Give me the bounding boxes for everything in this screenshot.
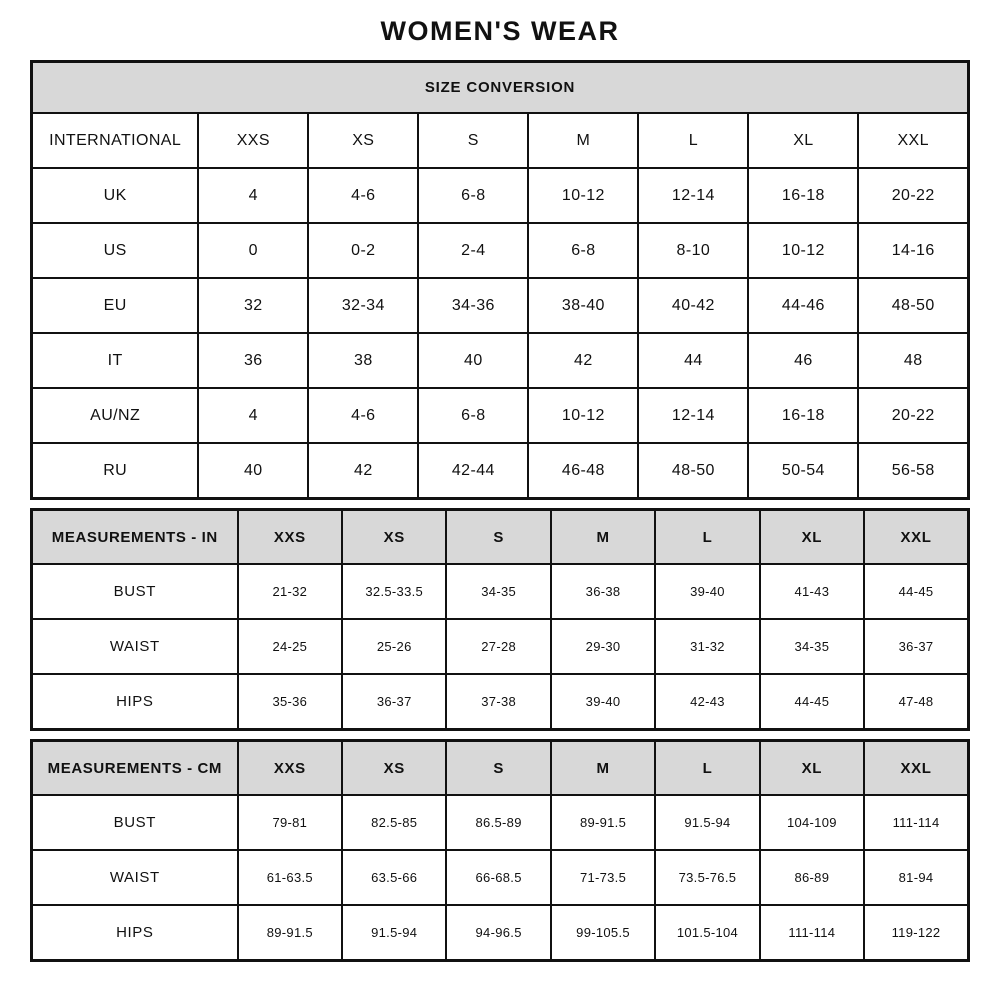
row-label: RU [32,443,199,499]
row-label: WAIST [32,850,238,905]
cell-value: 35-36 [238,674,342,730]
header-row [32,741,969,796]
cell-value: 31-32 [655,619,759,674]
row-label: HIPS [32,905,238,961]
col-header-xl: XL [760,510,864,565]
col-header-xl: XL [760,741,864,796]
col-header-l: L [655,510,759,565]
cell-value: 71-73.5 [551,850,655,905]
cell-value: 63.5-66 [342,850,446,905]
row-label: HIPS [32,674,238,730]
cell-value: 86-89 [760,850,864,905]
cell-value: 81-94 [864,850,968,905]
col-header-s: S [418,113,528,168]
cell-value: 46 [748,333,858,388]
cell-value: 4 [198,168,308,223]
cell-value: 99-105.5 [551,905,655,961]
cell-value: 36-37 [864,619,968,674]
table-row-waist-cm [32,850,969,905]
cell-value: 36-37 [342,674,446,730]
cell-value: 0 [198,223,308,278]
measurements-cm-title: MEASUREMENTS - CM [32,741,238,796]
cell-value: 79-81 [238,795,342,850]
cell-value: 42 [528,333,638,388]
row-label: AU/NZ [32,388,199,443]
table-row-bust-cm [32,795,969,850]
cell-value: 91.5-94 [655,795,759,850]
cell-value: 4 [198,388,308,443]
cell-value: 16-18 [748,388,858,443]
col-header-l: L [638,113,748,168]
col-header-l: L [655,741,759,796]
page-title: WOMEN'S WEAR [380,16,620,46]
col-header-m: M [551,510,655,565]
cell-value: 29-30 [551,619,655,674]
cell-value: 10-12 [748,223,858,278]
cell-value: 111-114 [760,905,864,961]
cell-value: 6-8 [418,388,528,443]
cell-value: 86.5-89 [446,795,550,850]
cell-value: 89-91.5 [238,905,342,961]
row-label: IT [32,333,199,388]
cell-value: 16-18 [748,168,858,223]
col-header-xxs: XXS [238,510,342,565]
table-row-aunz [32,388,969,443]
cell-value: 73.5-76.5 [655,850,759,905]
cell-value: 41-43 [760,564,864,619]
cell-value: 12-14 [638,388,748,443]
measurements-in-table [30,508,970,731]
cell-value: 111-114 [864,795,968,850]
cell-value: 56-58 [858,443,968,499]
cell-value: 10-12 [528,388,638,443]
cell-value: 2-4 [418,223,528,278]
cell-value: 8-10 [638,223,748,278]
cell-value: 44 [638,333,748,388]
col-header-xs: XS [342,510,446,565]
row-label: US [32,223,199,278]
table-row-us [32,223,969,278]
cell-value: 24-25 [238,619,342,674]
col-header-m: M [551,741,655,796]
cell-value: 20-22 [858,168,968,223]
size-conversion-table [30,60,970,500]
cell-value: 101.5-104 [655,905,759,961]
cell-value: 21-32 [238,564,342,619]
cell-value: 46-48 [528,443,638,499]
col-header-xxl: XXL [864,741,968,796]
measurements-cm-table [30,739,970,962]
col-header-xxs: XXS [198,113,308,168]
cell-value: 10-12 [528,168,638,223]
header-row [32,113,969,168]
cell-value: 39-40 [551,674,655,730]
cell-value: 89-91.5 [551,795,655,850]
cell-value: 42 [308,443,418,499]
table-row-it [32,333,969,388]
cell-value: 34-35 [760,619,864,674]
cell-value: 32-34 [308,278,418,333]
cell-value: 36-38 [551,564,655,619]
table-row-hips-in [32,674,969,730]
table-banner-row [32,62,969,114]
row-label: BUST [32,564,238,619]
measurements-in-title: MEASUREMENTS - IN [32,510,238,565]
cell-value: 44-46 [748,278,858,333]
col-header-xxs: XXS [238,741,342,796]
cell-value: 48 [858,333,968,388]
table-row-bust-in [32,564,969,619]
cell-value: 34-35 [446,564,550,619]
cell-value: 66-68.5 [446,850,550,905]
row-label: EU [32,278,199,333]
cell-value: 44-45 [864,564,968,619]
cell-value: 94-96.5 [446,905,550,961]
size-conversion-title: SIZE CONVERSION [32,62,969,114]
col-header-xxl: XXL [864,510,968,565]
row-label: BUST [32,795,238,850]
cell-value: 25-26 [342,619,446,674]
cell-value: 38 [308,333,418,388]
cell-value: 42-43 [655,674,759,730]
cell-value: 47-48 [864,674,968,730]
cell-value: 82.5-85 [342,795,446,850]
col-header-s: S [446,741,550,796]
cell-value: 38-40 [528,278,638,333]
table-row-uk [32,168,969,223]
cell-value: 40 [198,443,308,499]
cell-value: 34-36 [418,278,528,333]
table-row-hips-cm [32,905,969,961]
cell-value: 20-22 [858,388,968,443]
cell-value: 119-122 [864,905,968,961]
table-row-ru [32,443,969,499]
table-row-waist-in [32,619,969,674]
table-row-eu [32,278,969,333]
col-header-international: INTERNATIONAL [32,113,199,168]
cell-value: 36 [198,333,308,388]
header-row [32,510,969,565]
cell-value: 104-109 [760,795,864,850]
col-header-s: S [446,510,550,565]
cell-value: 0-2 [308,223,418,278]
cell-value: 61-63.5 [238,850,342,905]
col-header-xs: XS [342,741,446,796]
cell-value: 4-6 [308,388,418,443]
cell-value: 32.5-33.5 [342,564,446,619]
cell-value: 40-42 [638,278,748,333]
col-header-m: M [528,113,638,168]
cell-value: 32 [198,278,308,333]
cell-value: 12-14 [638,168,748,223]
cell-value: 50-54 [748,443,858,499]
cell-value: 44-45 [760,674,864,730]
row-label: WAIST [32,619,238,674]
cell-value: 40 [418,333,528,388]
col-header-xl: XL [748,113,858,168]
cell-value: 27-28 [446,619,550,674]
col-header-xxl: XXL [858,113,968,168]
cell-value: 42-44 [418,443,528,499]
cell-value: 48-50 [638,443,748,499]
col-header-xs: XS [308,113,418,168]
cell-value: 39-40 [655,564,759,619]
cell-value: 37-38 [446,674,550,730]
cell-value: 6-8 [528,223,638,278]
cell-value: 14-16 [858,223,968,278]
row-label: UK [32,168,199,223]
cell-value: 91.5-94 [342,905,446,961]
cell-value: 48-50 [858,278,968,333]
cell-value: 6-8 [418,168,528,223]
cell-value: 4-6 [308,168,418,223]
